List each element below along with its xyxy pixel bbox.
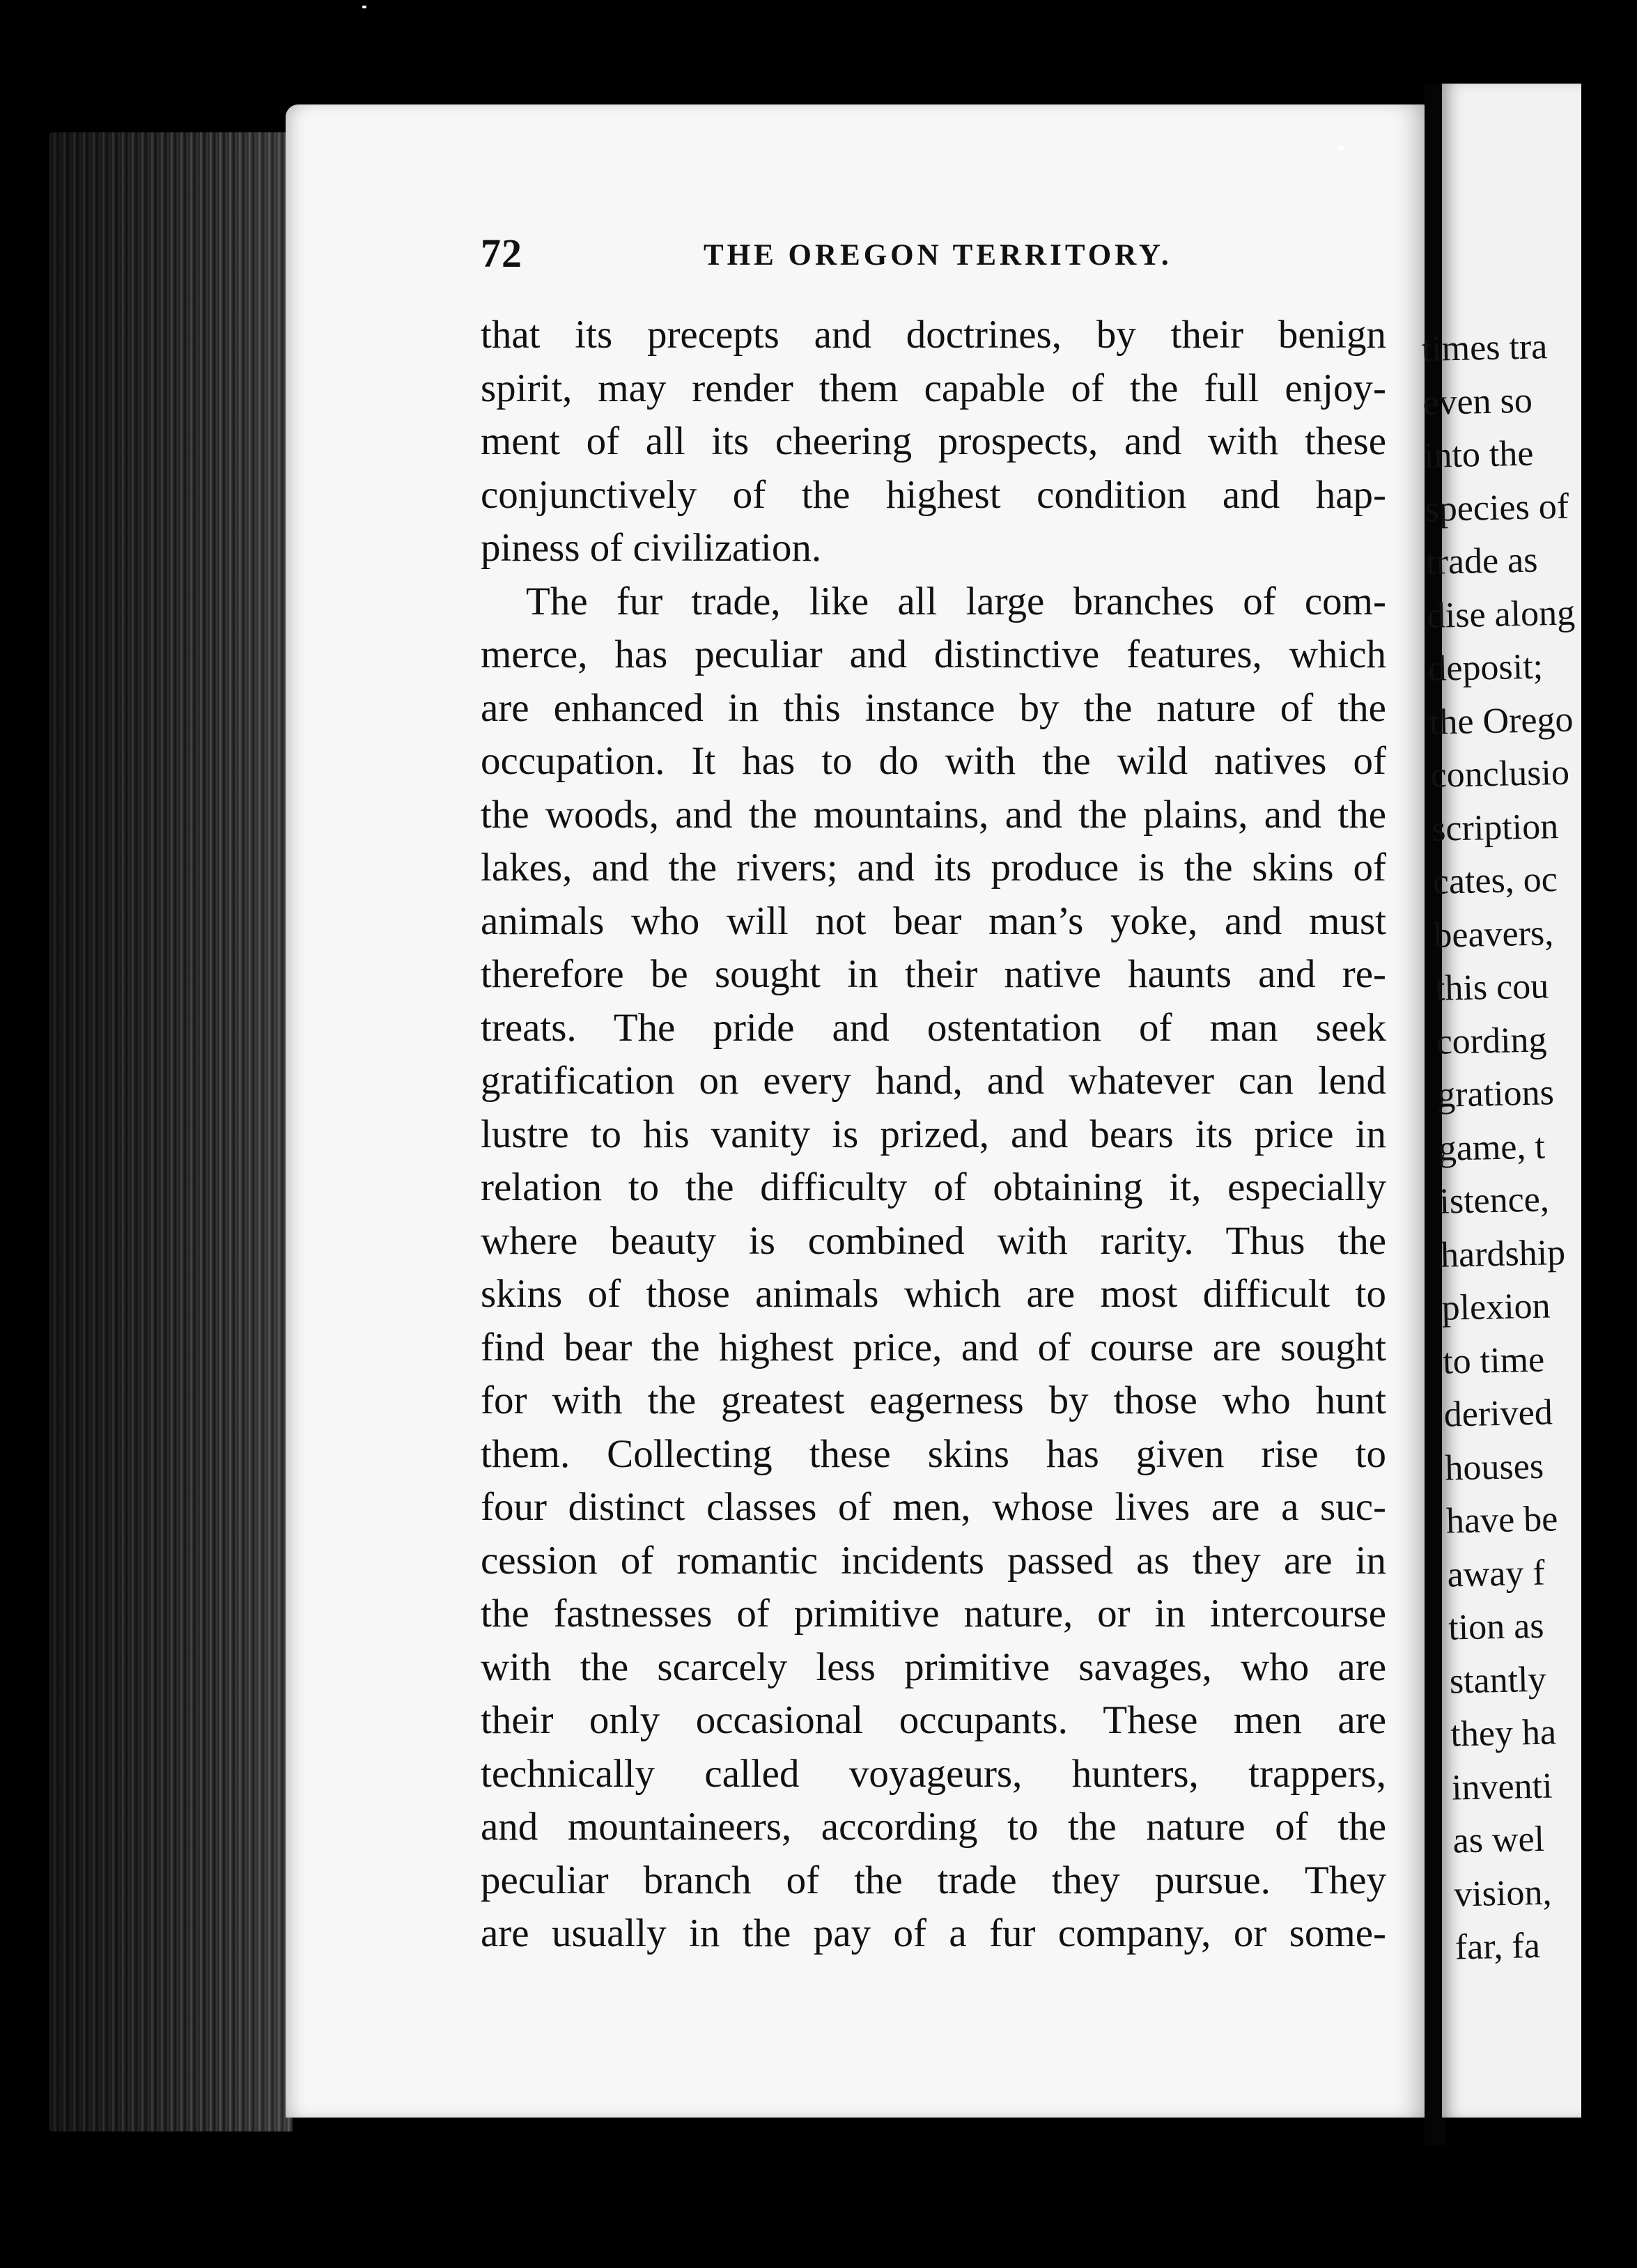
text-line: are usually in the pay of a fur company, or some- (481, 1911, 1386, 1955)
text-line: scription (1431, 806, 1559, 849)
text-line: piness of civilization. (481, 526, 822, 570)
right-page-text-clip (1421, 84, 1581, 2118)
text-line: lustre to his vanity is prized, and bears its price in (481, 1112, 1386, 1156)
text-line: relation to the difficulty of obtaining it, especially (481, 1165, 1386, 1209)
page-number: 72 (481, 231, 522, 276)
text-line: ment of all its cheering prospects, and with these (481, 419, 1386, 463)
text-line: them. Collecting these skins has given rise to (481, 1431, 1386, 1476)
text-line: and mountaineers, according to the nature of the (481, 1805, 1386, 1849)
text-line: treats. The pride and ostentation of man seek (481, 1005, 1386, 1050)
text-line: spirit, may render them capable of the full enjoy- (481, 366, 1386, 410)
text-line: away f (1447, 1553, 1546, 1595)
text-line: the fastnesses of primitive nature, or in intercourse (481, 1592, 1386, 1636)
text-line: derived (1443, 1392, 1553, 1435)
text-line: technically called voyageurs, hunters, trappers, (481, 1751, 1386, 1796)
text-line: plexion (1441, 1286, 1551, 1328)
text-line: cates, oc (1432, 860, 1558, 902)
text-line: The fur trade, like all large branches of com- (526, 579, 1386, 623)
text-line: dise along (1427, 592, 1576, 636)
text-line: cession of romantic incidents passed as they are in (481, 1538, 1386, 1583)
text-line: find bear the highest price, and of course are sought (481, 1325, 1386, 1369)
text-line: where beauty is combined with rarity. Thus the (481, 1218, 1386, 1263)
text-line: hardship (1440, 1232, 1566, 1275)
text-line: houses (1444, 1446, 1544, 1489)
text-line: species of (1424, 486, 1569, 529)
text-line: times tra (1421, 327, 1548, 369)
text-line: are enhanced in this instance by the nature of the (481, 685, 1386, 730)
scan-speck (362, 6, 366, 8)
text-line: therefore be sought in their native haunts and re- (481, 952, 1386, 996)
text-line: conjunctively of the highest condition and hap- (481, 472, 1386, 517)
running-head (481, 230, 1414, 279)
text-line: that its precepts and doctrines, by their benign (481, 313, 1386, 357)
text-line: game, t (1438, 1126, 1546, 1169)
text-line: for with the greatest eagerness by those who hunt (481, 1378, 1386, 1422)
text-line: into the (1423, 433, 1534, 476)
text-line: far, fa (1454, 1925, 1541, 1968)
text-line: gratification on every hand, and whatever can lend (481, 1059, 1386, 1103)
text-line: as wel (1452, 1819, 1545, 1861)
text-line: trade as (1425, 540, 1539, 582)
text-line: the woods, and the mountains, and the plains, and the (481, 792, 1386, 837)
text-line: four distinct classes of men, whose lives are a suc- (481, 1485, 1386, 1529)
text-line: peculiar branch of the trade they pursue. They (481, 1858, 1386, 1902)
text-line: the Orego (1429, 699, 1574, 743)
text-line: this cou (1434, 966, 1549, 1009)
body-text (481, 309, 1386, 1961)
text-line: vision, (1453, 1872, 1552, 1914)
text-line: have be (1445, 1499, 1558, 1541)
right-page-text (1421, 320, 1637, 1975)
text-line: deposit; (1427, 646, 1544, 689)
text-line: grations (1436, 1073, 1555, 1115)
text-line: skins of those animals which are most difficult to (481, 1272, 1386, 1316)
text-line: istence, (1438, 1179, 1550, 1222)
scan-speck (1337, 146, 1344, 150)
text-line: conclusio (1430, 752, 1570, 795)
text-line: beavers, (1433, 912, 1554, 956)
text-line: even so (1422, 380, 1533, 423)
text-line: lakes, and the rivers; and its produce is the skins of (481, 846, 1386, 890)
text-line: to time (1442, 1339, 1545, 1382)
text-line: merce, has peculiar and distinctive features, which (481, 632, 1386, 676)
text-line: cording (1436, 1019, 1548, 1062)
text-line: inventi (1451, 1766, 1553, 1808)
text-line: with the scarcely less primitive savages, who are (481, 1645, 1386, 1689)
text-line: tion as (1448, 1606, 1545, 1648)
text-line: animals who will not bear man’s yoke, and must (481, 899, 1386, 943)
text-line: stantly (1449, 1659, 1547, 1702)
text-line: their only occasional occupants. These men are (481, 1698, 1386, 1742)
text-line: occupation. It has to do with the wild natives of (481, 739, 1386, 783)
page-block-edge (49, 132, 293, 2131)
text-line: they ha (1450, 1712, 1557, 1755)
running-title: THE OREGON TERRITORY. (704, 239, 1172, 272)
